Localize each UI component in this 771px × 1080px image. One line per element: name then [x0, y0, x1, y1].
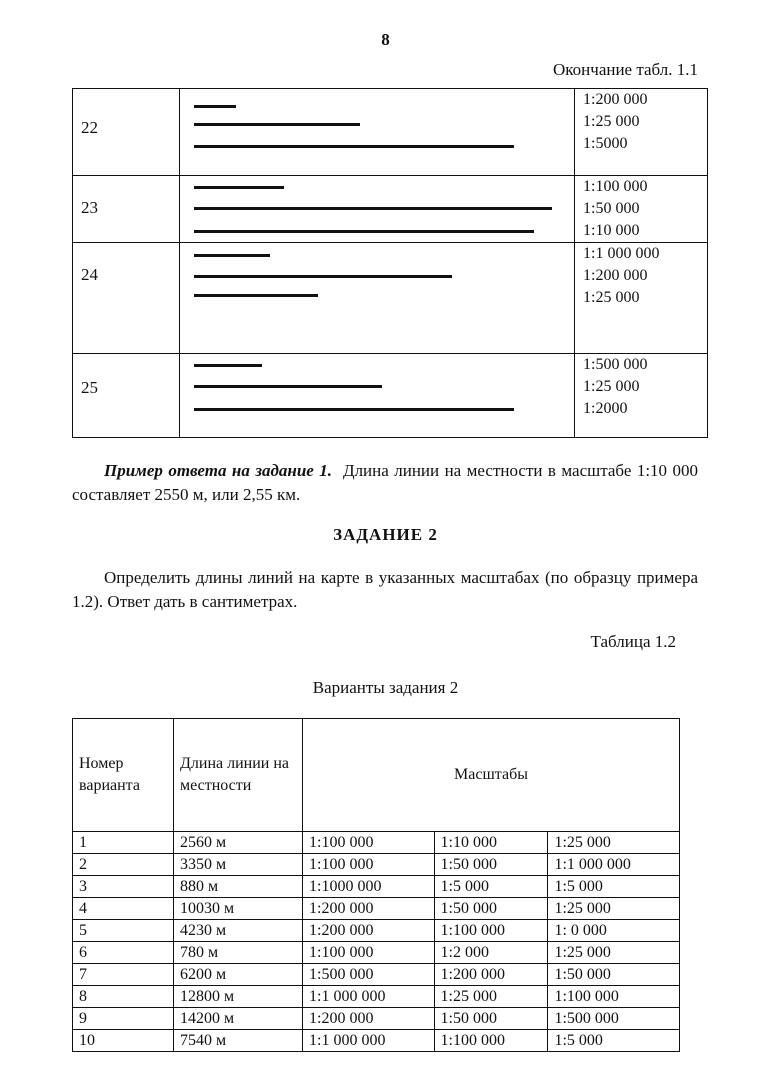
table-1-1 [72, 88, 708, 438]
scale-value: 1:2000 [583, 400, 628, 417]
table-row [73, 354, 707, 437]
line-segments [179, 176, 575, 242]
length-cell: 780 м [174, 942, 303, 964]
scale-cell: 1:200 000 [303, 1008, 435, 1030]
scale-cell: 1:50 000 [548, 964, 680, 986]
task-description: Определить длины линий на карте в указанных масштабах (по образцу примера 1.2). Ответ дать в сантиметрах. [72, 568, 698, 611]
scale-value: 1:100 000 [583, 178, 648, 195]
scale-value: 1:200 000 [583, 267, 648, 284]
line-segment [194, 275, 452, 278]
scale-value: 1:500 000 [583, 356, 648, 373]
line-segment [194, 364, 262, 367]
scale-value: 1:1 000 000 [583, 245, 660, 262]
table-row [73, 176, 707, 243]
page-number: 8 [381, 30, 390, 49]
table-row [73, 832, 680, 854]
table-row [73, 876, 680, 898]
table-continuation-label: Окончание табл. 1.1 [553, 60, 698, 79]
scale-value: 1:25 000 [583, 378, 640, 395]
scale-value: 1:50 000 [583, 200, 640, 217]
table-row [73, 89, 707, 176]
line-segments [179, 354, 575, 437]
scale-cell: 1:100 000 [434, 1030, 548, 1052]
line-segment [194, 105, 236, 108]
scale-cell: 1:25 000 [434, 986, 548, 1008]
variant-cell: 4 [73, 898, 174, 920]
scale-cell: 1:25 000 [548, 942, 680, 964]
line-segment [194, 385, 382, 388]
scale-cell: 1:1000 000 [303, 876, 435, 898]
table-row [73, 1008, 680, 1030]
scale-cell: 1:2 000 [434, 942, 548, 964]
scale-cell: 1:100 000 [303, 942, 435, 964]
line-segment [194, 254, 270, 257]
scale-cell: 1:200 000 [303, 920, 435, 942]
example-lead: Пример ответа на задание 1. [104, 461, 333, 480]
scale-cell: 1:1 000 000 [303, 986, 435, 1008]
table-row [73, 920, 680, 942]
scale-cell: 1:500 000 [548, 1008, 680, 1030]
table-label: Таблица 1.2 [590, 632, 676, 651]
table-row [73, 243, 707, 354]
line-segments [179, 89, 575, 175]
scale-value: 1:5000 [583, 135, 628, 152]
length-cell: 880 м [174, 876, 303, 898]
table-body [73, 832, 680, 1052]
line-segment [194, 186, 284, 189]
length-cell: 12800 м [174, 986, 303, 1008]
table-row [73, 942, 680, 964]
line-segment [194, 123, 360, 126]
scale-list [583, 243, 659, 309]
scale-value: 1:25 000 [583, 113, 640, 130]
scale-cell: 1:100 000 [434, 920, 548, 942]
scale-cell: 1:50 000 [434, 1008, 548, 1030]
table-1-2 [72, 718, 680, 1052]
row-number: 25 [81, 378, 98, 397]
scale-cell: 1:25 000 [548, 898, 680, 920]
line-segment [194, 408, 514, 411]
variant-cell: 10 [73, 1030, 174, 1052]
line-segment [194, 294, 318, 297]
length-cell: 3350 м [174, 854, 303, 876]
header-scales: Масштабы [303, 719, 680, 832]
scale-cell: 1: 0 000 [548, 920, 680, 942]
example-text: Длина линии на местности в масштабе 1:10 000 составляет 2550 м, или 2,55 км. [72, 461, 699, 504]
scale-cell: 1:5 000 [548, 1030, 680, 1052]
variant-cell: 7 [73, 964, 174, 986]
scale-cell: 1:500 000 [303, 964, 435, 986]
variant-cell: 5 [73, 920, 174, 942]
variant-cell: 2 [73, 854, 174, 876]
header-length: Длина линии на местности [174, 719, 303, 832]
length-cell: 6200 м [174, 964, 303, 986]
table-row [73, 1030, 680, 1052]
example-answer-paragraph [72, 459, 698, 507]
scale-value: 1:25 000 [583, 289, 640, 306]
scale-cell: 1:1 000 000 [303, 1030, 435, 1052]
length-cell: 4230 м [174, 920, 303, 942]
scale-list [583, 354, 647, 420]
variant-cell: 9 [73, 1008, 174, 1030]
scale-value: 1:200 000 [583, 91, 648, 108]
scale-cell: 1:50 000 [434, 854, 548, 876]
table-caption: Варианты задания 2 [312, 678, 459, 697]
scale-value: 1:10 000 [583, 222, 640, 239]
scale-list [583, 176, 647, 242]
line-segment [194, 230, 534, 233]
table-row [73, 986, 680, 1008]
length-cell: 2560 м [174, 832, 303, 854]
scale-cell: 1:200 000 [303, 898, 435, 920]
variant-cell: 8 [73, 986, 174, 1008]
row-number: 22 [81, 118, 98, 137]
scale-cell: 1:50 000 [434, 898, 548, 920]
row-number: 24 [81, 265, 98, 284]
scale-cell: 1:25 000 [548, 832, 680, 854]
scale-list [583, 89, 647, 155]
variant-cell: 1 [73, 832, 174, 854]
length-cell: 7540 м [174, 1030, 303, 1052]
table-row [73, 964, 680, 986]
scale-cell: 1:100 000 [548, 986, 680, 1008]
row-number: 23 [81, 198, 98, 217]
scale-cell: 1:100 000 [303, 832, 435, 854]
line-segments [179, 243, 575, 353]
header-variant: Номер варианта [73, 719, 174, 832]
table-row [73, 854, 680, 876]
table-row [73, 898, 680, 920]
variant-cell: 3 [73, 876, 174, 898]
task-heading: ЗАДАНИЕ 2 [333, 525, 438, 544]
length-cell: 14200 м [174, 1008, 303, 1030]
length-cell: 10030 м [174, 898, 303, 920]
scale-cell: 1:200 000 [434, 964, 548, 986]
scale-cell: 1:1 000 000 [548, 854, 680, 876]
variant-cell: 6 [73, 942, 174, 964]
table-header-row [73, 719, 680, 832]
scale-cell: 1:5 000 [434, 876, 548, 898]
scale-cell: 1:5 000 [548, 876, 680, 898]
line-segment [194, 145, 514, 148]
scale-cell: 1:10 000 [434, 832, 548, 854]
line-segment [194, 207, 552, 210]
scale-cell: 1:100 000 [303, 854, 435, 876]
